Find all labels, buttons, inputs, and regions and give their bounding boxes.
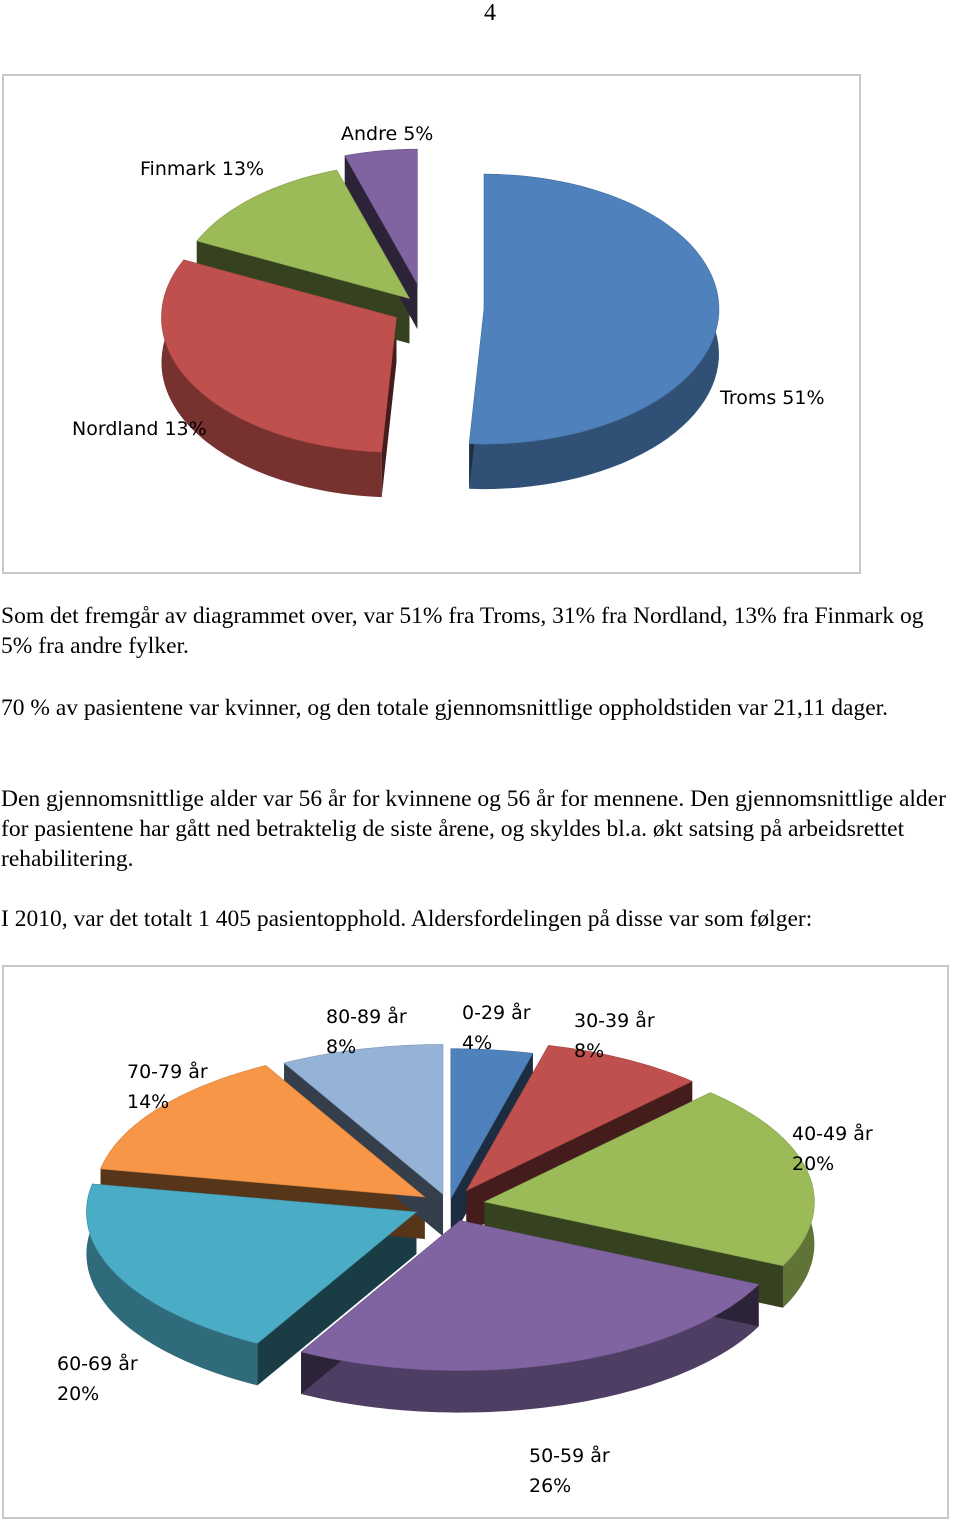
paragraph-gender-stay: 70 % av pasientene var kvinner, og den totale gjennomsnittlige oppholdstiden var 21,11 dager. <box>1 693 959 723</box>
age-pie-svg <box>4 967 947 1517</box>
label-age-0-29: 0-29 år 4% <box>462 1001 537 1054</box>
region-pie-chart <box>2 74 861 574</box>
label-andre: Andre 5% <box>341 123 433 145</box>
label-age-80-89: 80-89 år 8% <box>326 1005 413 1058</box>
label-age-30-39: 30-39 år 8% <box>574 1009 661 1062</box>
label-age-40-49: 40-49 år 20% <box>792 1122 879 1175</box>
page-number: 4 <box>484 0 496 27</box>
label-age-60-69: 60-69 år 20% <box>57 1352 144 1405</box>
paragraph-average-age: Den gjennomsnittlige alder var 56 år for kvinnene og 56 år for mennene. Den gjennomsnittlige alder for pasientene har gått ned betraktelig de siste årene, og skyldes bl.a. økt satsing på arbeidsrettet rehabilitering. <box>1 784 959 874</box>
label-age-70-79: 70-79 år 14% <box>127 1060 214 1113</box>
paragraph-age-intro: I 2010, var det totalt 1 405 pasientopphold. Aldersfordelingen på disse var som følger: <box>1 904 959 934</box>
label-age-50-59: 50-59 år 26% <box>529 1444 616 1497</box>
paragraph-region-summary: Som det fremgår av diagrammet over, var 51% fra Troms, 31% fra Nordland, 13% fra Finmark og 5% fra andre fylker. <box>1 601 959 661</box>
age-pie-chart <box>2 965 949 1519</box>
label-troms: Troms 51% <box>719 387 825 409</box>
label-nordland: Nordland 13% <box>72 418 207 440</box>
label-finmark: Finmark 13% <box>140 158 264 180</box>
region-pie-svg <box>4 76 859 572</box>
